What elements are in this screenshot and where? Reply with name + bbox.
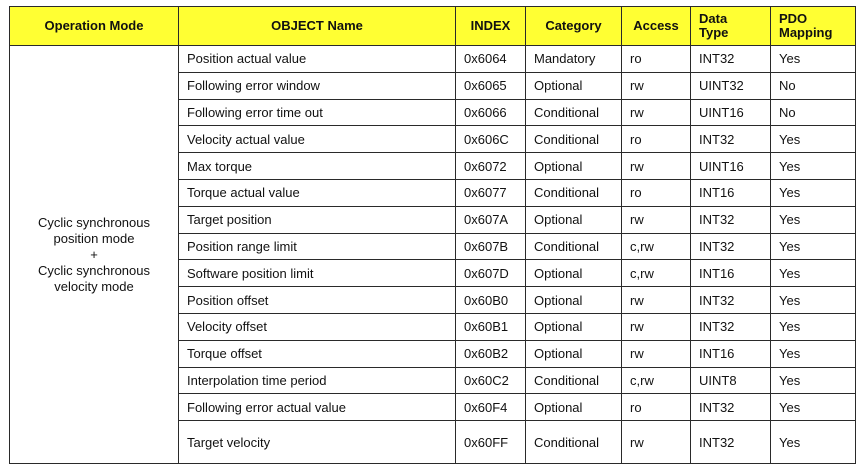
operation-mode-line: velocity mode [54,278,134,294]
header-row [10,7,856,46]
object-table [9,6,856,464]
access-cell: ro [622,394,691,421]
access-cell: rw [622,206,691,233]
object-name-cell: Velocity offset [179,313,456,340]
header-category: Category [526,7,622,46]
header-data-type [691,7,771,46]
data-type-cell: UINT16 [691,153,771,180]
data-type-cell: UINT32 [691,72,771,99]
pdo-mapping-cell: Yes [771,46,856,73]
category-cell: Optional [526,313,622,340]
header-pdo-line1: PDO [779,11,808,26]
object-name-cell: Position offset [179,287,456,314]
data-type-cell: INT32 [691,126,771,153]
category-cell: Conditional [526,179,622,206]
operation-mode-line: Cyclic synchronous [38,262,150,278]
access-cell: rw [622,153,691,180]
access-cell: rw [622,313,691,340]
pdo-mapping-cell: Yes [771,179,856,206]
category-cell: Optional [526,260,622,287]
header-object-name: OBJECT Name [179,7,456,46]
access-cell: ro [622,126,691,153]
header-data-type-line2: Type [699,25,729,40]
index-cell: 0x6064 [456,46,526,73]
access-cell: ro [622,179,691,206]
category-cell: Optional [526,206,622,233]
index-cell: 0x6065 [456,72,526,99]
data-type-cell: INT32 [691,233,771,260]
index-cell: 0x60FF [456,421,526,464]
category-cell: Conditional [526,99,622,126]
header-data-type-line1: Data [699,11,728,26]
object-name-cell: Following error window [179,72,456,99]
pdo-mapping-cell: No [771,99,856,126]
pdo-mapping-cell: Yes [771,421,856,464]
header-access: Access [622,7,691,46]
index-cell: 0x60F4 [456,394,526,421]
object-name-cell: Position actual value [179,46,456,73]
index-cell: 0x606C [456,126,526,153]
category-cell: Conditional [526,421,622,464]
access-cell: rw [622,340,691,367]
pdo-mapping-cell: Yes [771,233,856,260]
index-cell: 0x6066 [456,99,526,126]
data-type-cell: UINT8 [691,367,771,394]
object-name-cell: Velocity actual value [179,126,456,153]
pdo-mapping-cell: Yes [771,340,856,367]
object-name-cell: Target position [179,206,456,233]
header-index: INDEX [456,7,526,46]
index-cell: 0x607D [456,260,526,287]
object-name-cell: Software position limit [179,260,456,287]
index-cell: 0x60B2 [456,340,526,367]
operation-mode-line: position mode [53,230,135,246]
data-type-cell: INT16 [691,260,771,287]
category-cell: Optional [526,394,622,421]
access-cell: rw [622,72,691,99]
object-name-cell: Torque actual value [179,179,456,206]
header-pdo-mapping [771,7,856,46]
object-name-cell: Interpolation time period [179,367,456,394]
data-type-cell: INT32 [691,394,771,421]
data-type-cell: INT16 [691,340,771,367]
category-cell: Conditional [526,367,622,394]
operation-mode-line: Cyclic synchronous [38,214,150,230]
pdo-mapping-cell: Yes [771,126,856,153]
index-cell: 0x60B1 [456,313,526,340]
object-name-cell: Following error time out [179,99,456,126]
category-cell: Conditional [526,126,622,153]
access-cell: rw [622,421,691,464]
data-type-cell: INT32 [691,421,771,464]
object-name-cell: Following error actual value [179,394,456,421]
access-cell: c,rw [622,260,691,287]
header-pdo-line2: Mapping [779,25,833,40]
category-cell: Mandatory [526,46,622,73]
access-cell: rw [622,287,691,314]
data-type-cell: INT32 [691,313,771,340]
pdo-mapping-cell: Yes [771,394,856,421]
category-cell: Optional [526,340,622,367]
index-cell: 0x607A [456,206,526,233]
pdo-mapping-cell: Yes [771,367,856,394]
data-type-cell: UINT16 [691,99,771,126]
access-cell: rw [622,99,691,126]
index-cell: 0x60C2 [456,367,526,394]
pdo-mapping-cell: Yes [771,206,856,233]
access-cell: c,rw [622,367,691,394]
object-name-cell: Target velocity [179,421,456,464]
category-cell: Optional [526,287,622,314]
data-type-cell: INT32 [691,287,771,314]
category-cell: Optional [526,72,622,99]
header-operation-mode: Operation Mode [10,7,179,46]
pdo-mapping-cell: Yes [771,153,856,180]
pdo-mapping-cell: No [771,72,856,99]
operation-mode-cell [10,46,179,464]
object-name-cell: Torque offset [179,340,456,367]
object-name-cell: Position range limit [179,233,456,260]
pdo-mapping-cell: Yes [771,260,856,287]
category-cell: Conditional [526,233,622,260]
pdo-mapping-cell: Yes [771,287,856,314]
table-row [10,46,856,73]
pdo-mapping-cell: Yes [771,313,856,340]
operation-mode-line: + [90,246,98,262]
access-cell: ro [622,46,691,73]
data-type-cell: INT32 [691,46,771,73]
index-cell: 0x607B [456,233,526,260]
index-cell: 0x6077 [456,179,526,206]
access-cell: c,rw [622,233,691,260]
object-name-cell: Max torque [179,153,456,180]
data-type-cell: INT32 [691,206,771,233]
data-type-cell: INT16 [691,179,771,206]
category-cell: Optional [526,153,622,180]
index-cell: 0x60B0 [456,287,526,314]
index-cell: 0x6072 [456,153,526,180]
